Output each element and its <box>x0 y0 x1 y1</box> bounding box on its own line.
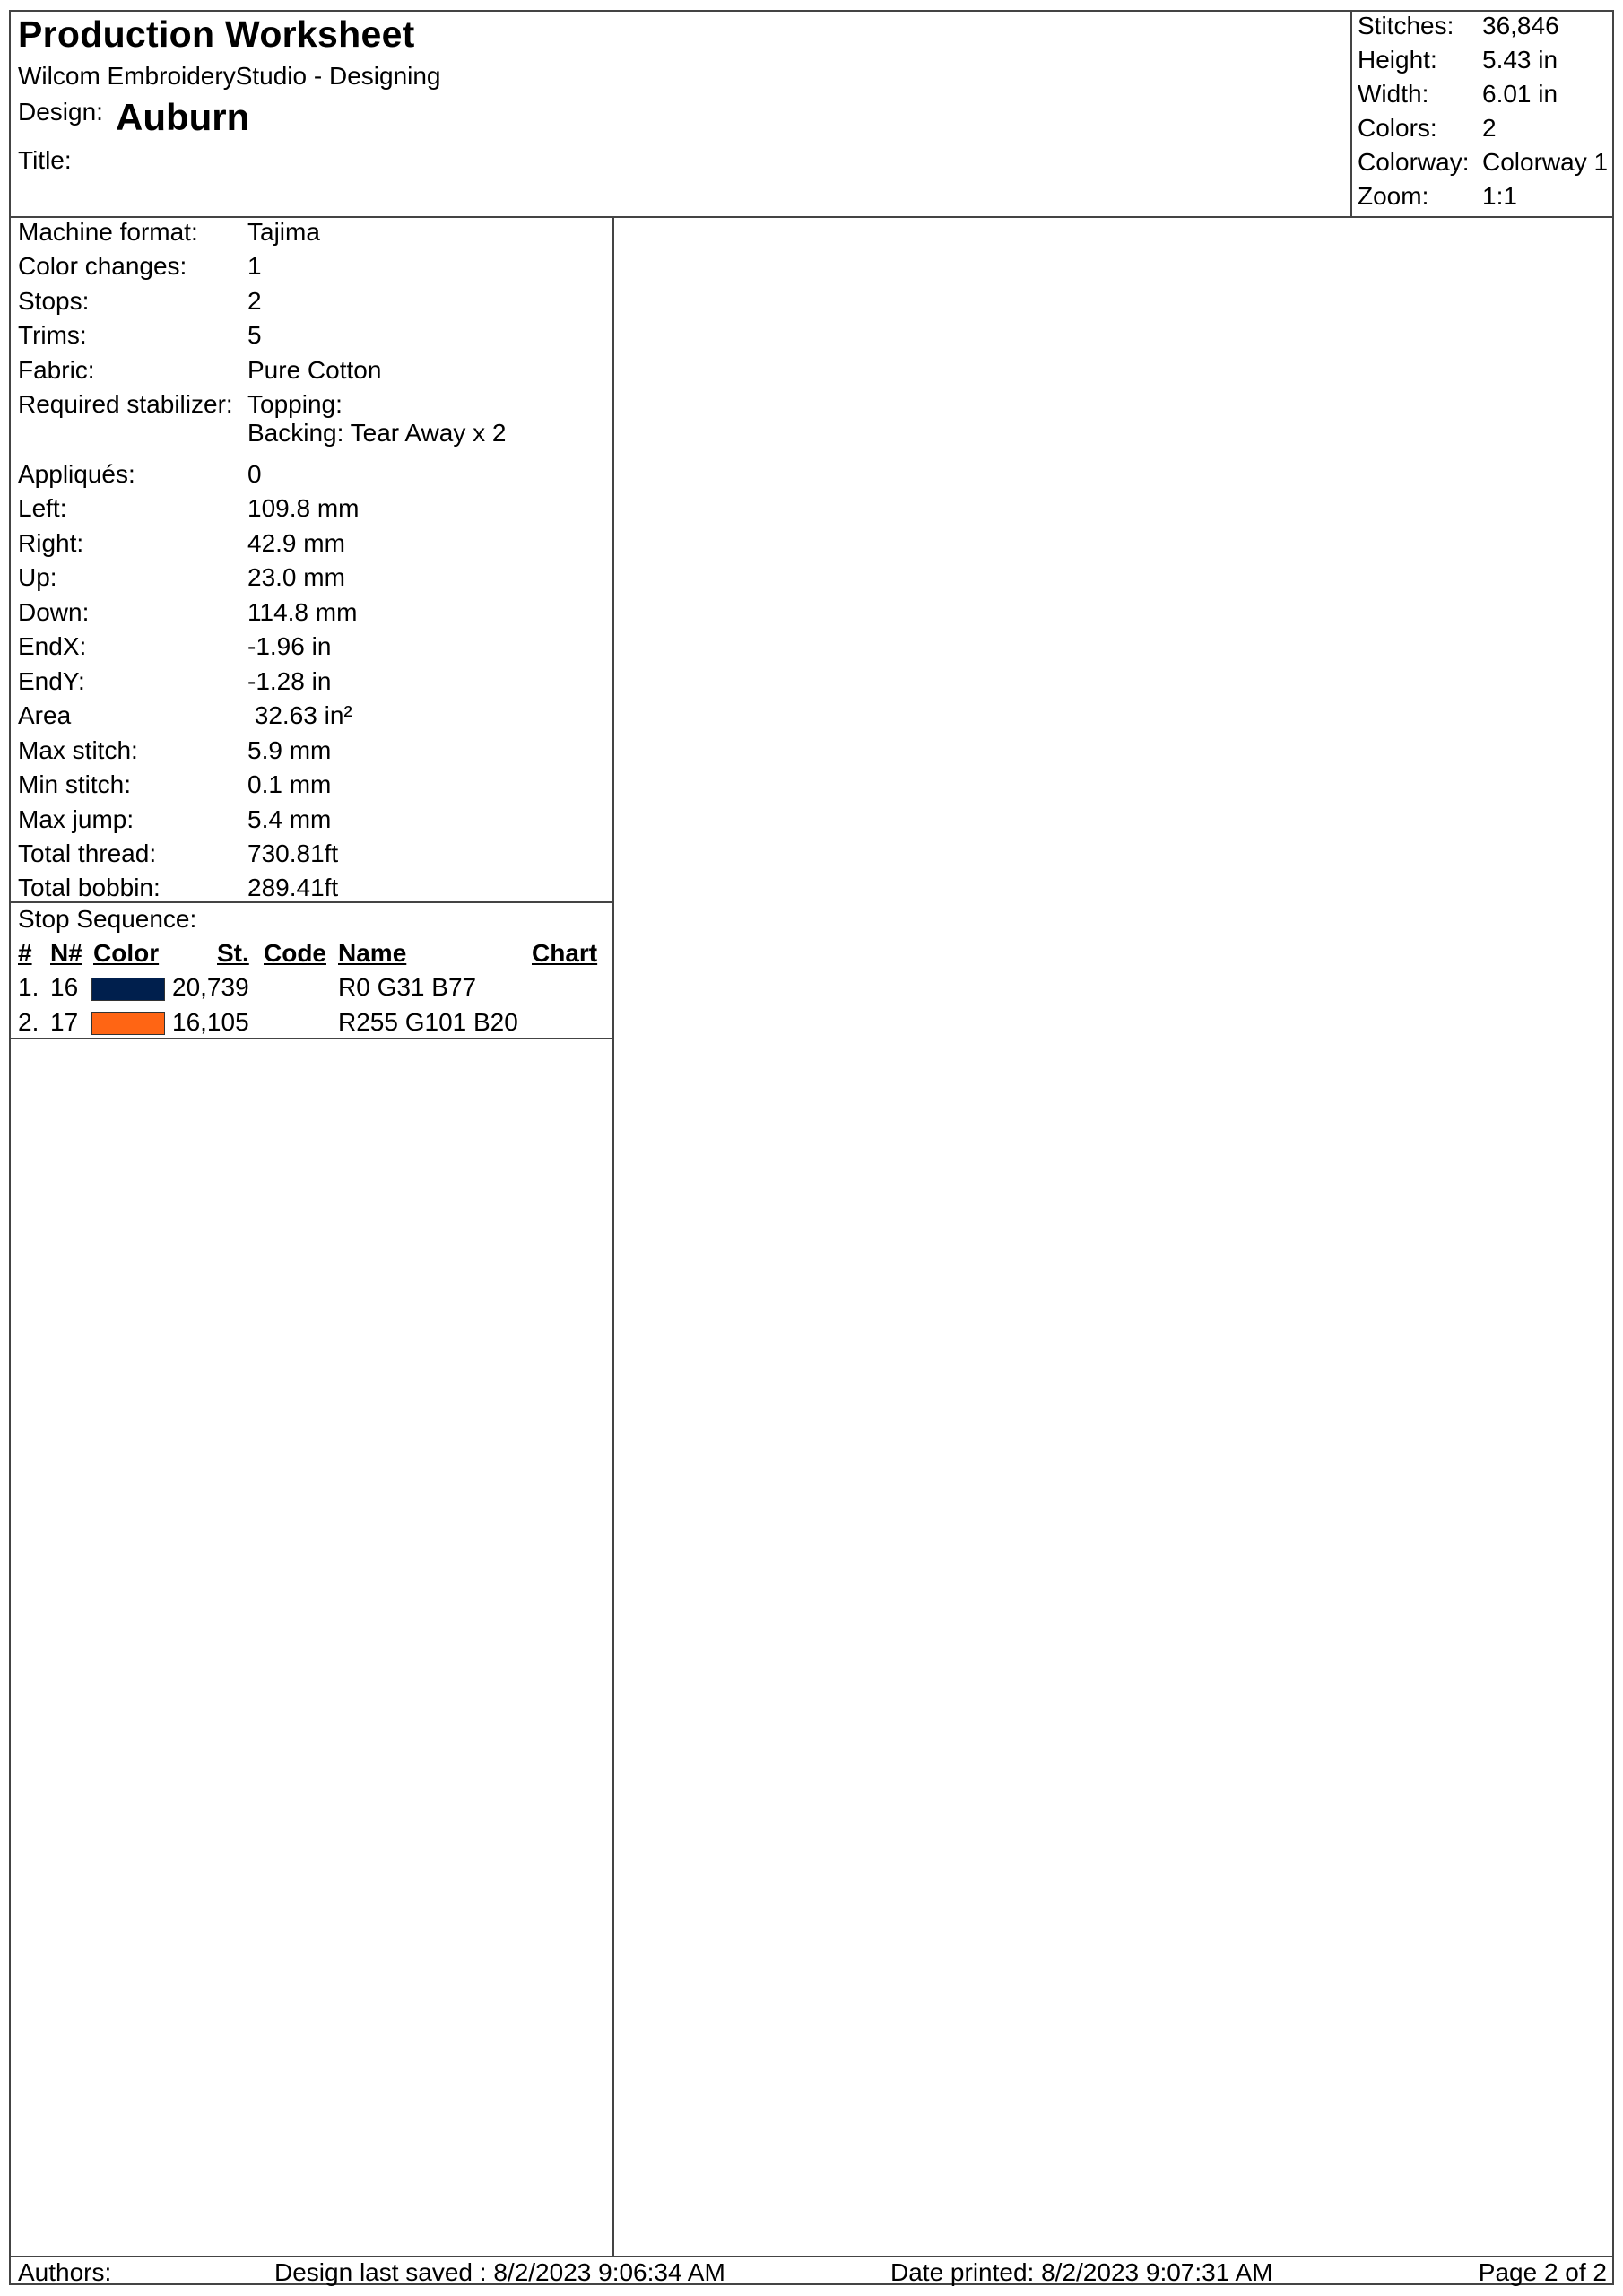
info-value: Tajima <box>247 218 320 246</box>
design-name: Auburn <box>116 96 250 138</box>
info-label: Down: <box>18 598 90 626</box>
info-label: Total bobbin: <box>18 874 161 901</box>
info-value: 1 <box>247 252 262 280</box>
info-value: 42.9 mm <box>247 529 345 557</box>
row-needle: 17 <box>50 1008 79 1036</box>
info-value: 2 <box>247 287 262 315</box>
footer-last-saved: Design last saved : 8/2/2023 9:06:34 AM <box>274 2258 725 2286</box>
info-value: 289.41ft <box>247 874 339 901</box>
footer-authors: Authors: <box>18 2258 112 2286</box>
col-header-needle: N# <box>50 939 82 967</box>
info-value: Pure Cotton <box>247 356 382 384</box>
info-label: Min stitch: <box>18 770 132 798</box>
row-stitches: 20,739 <box>172 973 249 1001</box>
info-label: Required stabilizer: <box>18 390 233 418</box>
col-header-color: Color <box>93 939 160 967</box>
stat-label: Zoom: <box>1358 182 1429 210</box>
stat-value: 6.01 in <box>1482 80 1558 108</box>
page-title: Production Worksheet <box>18 13 415 55</box>
info-value: -1.28 in <box>247 667 332 695</box>
info-value: 730.81ft <box>247 839 339 867</box>
design-label: Design: <box>18 98 103 126</box>
info-value: 0 <box>247 460 262 488</box>
stop-sequence-title: Stop Sequence: <box>18 905 197 933</box>
info-label: Area <box>18 701 72 729</box>
info-label: Machine format: <box>18 218 198 246</box>
info-value: 5.4 mm <box>247 805 332 833</box>
info-label: Total thread: <box>18 839 157 867</box>
info-label: Color changes: <box>18 252 187 280</box>
info-label: EndX: <box>18 632 87 660</box>
info-value: 23.0 mm <box>247 563 345 591</box>
stats-panel <box>1350 12 1612 216</box>
info-value: Backing: Tear Away x 2 <box>247 419 507 447</box>
footer-date-printed: Date printed: 8/2/2023 9:07:31 AM <box>890 2258 1273 2286</box>
stat-label: Height: <box>1358 46 1437 74</box>
info-label: Trims: <box>18 321 87 349</box>
page-footer <box>11 2256 1612 2286</box>
row-color-name: R0 G31 B77 <box>338 973 477 1001</box>
footer-page-number: Page 2 of 2 <box>1478 2258 1607 2286</box>
divider <box>11 1038 612 1039</box>
worksheet-header <box>11 12 1612 218</box>
color-swatch <box>91 978 165 1001</box>
stat-value: 36,846 <box>1482 12 1559 39</box>
col-header-code: Code <box>264 939 326 967</box>
row-number: 1. <box>18 973 39 1001</box>
col-header-number: # <box>18 939 32 967</box>
info-value: 0.1 mm <box>247 770 332 798</box>
info-panel <box>11 218 614 2256</box>
row-needle: 16 <box>50 973 79 1001</box>
stat-label: Stitches: <box>1358 12 1454 39</box>
info-label: Max jump: <box>18 805 135 833</box>
worksheet-page <box>9 10 1614 2285</box>
divider <box>11 901 612 903</box>
table-row <box>11 973 612 1007</box>
stat-value: 5.43 in <box>1482 46 1558 74</box>
info-label: EndY: <box>18 667 85 695</box>
info-label: Right: <box>18 529 84 557</box>
col-header-name: Name <box>338 939 407 967</box>
col-header-chart: Chart <box>532 939 598 967</box>
info-value: -1.96 in <box>247 632 332 660</box>
color-swatch <box>91 1012 165 1035</box>
info-label: Up: <box>18 563 57 591</box>
col-header-stitches: St. <box>217 939 249 967</box>
stat-label: Width: <box>1358 80 1429 108</box>
app-name: Wilcom EmbroideryStudio - Designing <box>18 62 441 90</box>
row-color-name: R255 G101 B20 <box>338 1008 518 1036</box>
info-label: Fabric: <box>18 356 95 384</box>
info-value: 109.8 mm <box>247 494 360 522</box>
info-value: 32.63 in² <box>247 701 352 729</box>
info-value: 5 <box>247 321 262 349</box>
row-stitches: 16,105 <box>172 1008 249 1036</box>
info-value: Topping: <box>247 390 343 418</box>
info-label: Appliqués: <box>18 460 135 488</box>
info-label: Left: <box>18 494 67 522</box>
stat-value: Colorway 1 <box>1482 148 1609 176</box>
info-label: Max stitch: <box>18 736 138 764</box>
stat-value: 2 <box>1482 114 1497 142</box>
info-label: Stops: <box>18 287 90 315</box>
row-number: 2. <box>18 1008 39 1036</box>
title-label: Title: <box>18 146 72 174</box>
stat-value: 1:1 <box>1482 182 1517 210</box>
stat-label: Colorway: <box>1358 148 1470 176</box>
info-value: 114.8 mm <box>247 598 358 626</box>
stat-label: Colors: <box>1358 114 1437 142</box>
info-value: 5.9 mm <box>247 736 332 764</box>
